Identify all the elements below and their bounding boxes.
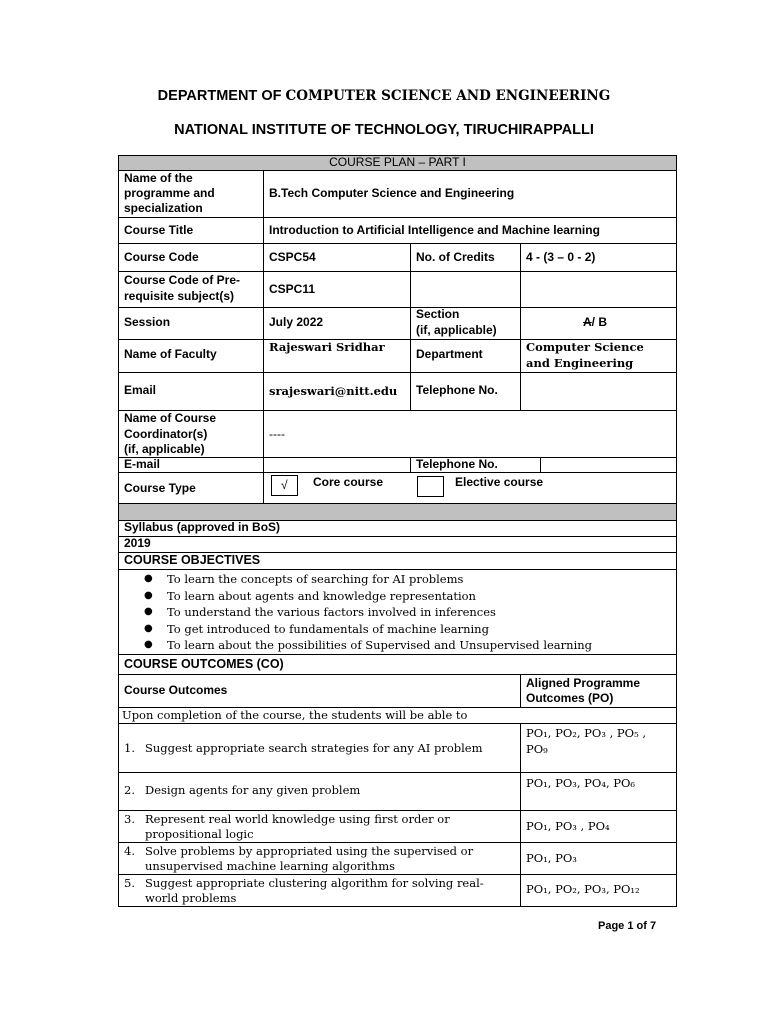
credits-label: No. of Credits: [416, 250, 495, 264]
credits-value: 4 - (3 – 0 - 2): [526, 250, 596, 264]
course-title-value: Introduction to Artificial Intelligence and Machine learning: [269, 223, 600, 237]
course-code-value: CSPC54: [269, 250, 316, 264]
objective-item: ● To get introduced to fundamentals of machine learning: [144, 621, 489, 636]
core-course-checkbox[interactable]: [271, 475, 298, 496]
outcomes-heading: COURSE OUTCOMES (CO): [124, 657, 284, 671]
section-value-struck: A: [583, 315, 592, 329]
outcome-text: Suggest appropriate clustering algorithm for solving real-: [145, 876, 484, 890]
separator-band: [119, 504, 676, 520]
objective-item: ● To learn the concepts of searching for AI problems: [144, 572, 464, 586]
outcome-text-cont: unsupervised machine learning algorithms: [145, 859, 396, 873]
po-column-header-line1: Aligned Programme: [526, 676, 641, 690]
programme-label-line1: Name of the: [124, 171, 193, 185]
objectives-heading: COURSE OBJECTIVES: [124, 553, 261, 567]
course-plan-title: COURSE PLAN – PART I: [329, 155, 466, 169]
telephone2-label: Telephone No.: [416, 457, 498, 471]
department-value-line2: and Engineering: [526, 356, 634, 370]
telephone-label: Telephone No.: [416, 383, 498, 397]
outcome-text: Design agents for any given problem: [145, 783, 361, 797]
outcome-po: PO₁, PO₃, PO₄, PO₆: [526, 776, 636, 790]
prereq-label-line1: Course Code of Pre-: [124, 273, 241, 287]
prereq-label-line2: requisite subject(s): [124, 289, 235, 303]
programme-label-line3: specialization: [124, 201, 203, 215]
course-type-label: Course Type: [124, 481, 196, 495]
outcome-text: Solve problems by appropriated using the supervised or: [145, 844, 474, 858]
prereq-value: CSPC11: [269, 282, 316, 296]
outcome-po: PO₁, PO₃ , PO₄: [526, 819, 610, 833]
outcomes-column-header: Course Outcomes: [124, 683, 228, 697]
section-label-line1: Section: [416, 307, 460, 321]
syllabus-year: 2019: [124, 536, 151, 550]
outcome-number: 4.: [124, 844, 135, 858]
objective-item: ● To learn about the possibilities of Supervised and Unsupervised learning: [144, 638, 593, 652]
outcome-number: 1.: [124, 741, 135, 755]
email-value[interactable]: srajeswari@nitt.edu: [269, 384, 398, 398]
coordinator-label-line2: Coordinator(s): [124, 427, 208, 441]
institute-heading: NATIONAL INSTITUTE OF TECHNOLOGY, TIRUCHIRAPPALLI: [174, 122, 594, 138]
elective-course-checkbox[interactable]: [417, 476, 444, 497]
objective-item: ● To understand the various factors involved in inferences: [144, 605, 496, 619]
section-label-line2: (if, applicable): [416, 323, 497, 337]
elective-course-label: Elective course: [455, 475, 544, 489]
checkmark-icon: √: [281, 478, 288, 492]
email-label: Email: [124, 383, 157, 397]
programme-value: B.Tech Computer Science and Engineering: [269, 186, 515, 200]
outcome-text-cont: propositional logic: [145, 827, 254, 841]
department-prefix: DEPARTMENT OF: [157, 88, 282, 104]
outcome-number: 2.: [124, 783, 135, 797]
session-value: July 2022: [269, 315, 324, 329]
core-course-label: Core course: [313, 475, 384, 489]
po-column-header-line2: Outcomes (PO): [526, 691, 614, 705]
section-value: [583, 315, 607, 330]
outcome-number: 5.: [124, 876, 135, 890]
outcome-po: PO₁, PO₂, PO₃, PO₁₂: [526, 882, 640, 896]
programme-label-line2: programme and: [124, 186, 215, 200]
objective-item: ● To learn about agents and knowledge representation: [144, 588, 476, 603]
outcome-po: PO₁, PO₃: [526, 851, 577, 865]
faculty-value: Rajeswari Sridhar: [269, 340, 385, 354]
page-number: Page 1 of 7: [598, 920, 657, 932]
course-title-label: Course Title: [124, 223, 194, 237]
department-value-line1: Computer Science: [526, 340, 644, 354]
coordinator-label-line3: (if, applicable): [124, 442, 205, 456]
outcome-text-cont: world problems: [145, 891, 237, 905]
syllabus-label: Syllabus (approved in BoS): [124, 520, 281, 534]
course-code-label: Course Code: [124, 250, 199, 264]
outcome-text: Suggest appropriate search strategies for any AI problem: [145, 741, 483, 755]
section-value-kept: / B: [591, 315, 608, 329]
outcome-po-cont: PO₉: [526, 742, 548, 756]
department-name: COMPUTER SCIENCE AND ENGINEERING: [285, 88, 611, 104]
session-label: Session: [124, 315, 171, 329]
outcome-text: Represent real world knowledge using first order or: [145, 812, 450, 826]
outcome-po: PO₁, PO₂, PO₃ , PO₅ ,: [526, 726, 647, 740]
outcomes-intro: Upon completion of the course, the students will be able to: [122, 708, 468, 722]
coordinator-value: ----: [269, 427, 285, 441]
faculty-label: Name of Faculty: [124, 347, 217, 361]
department-label: Department: [416, 347, 483, 361]
outcome-number: 3.: [124, 812, 135, 826]
coordinator-label-line1: Name of Course: [124, 411, 217, 425]
email2-label: E-mail: [124, 457, 161, 471]
department-heading: [0, 88, 768, 104]
